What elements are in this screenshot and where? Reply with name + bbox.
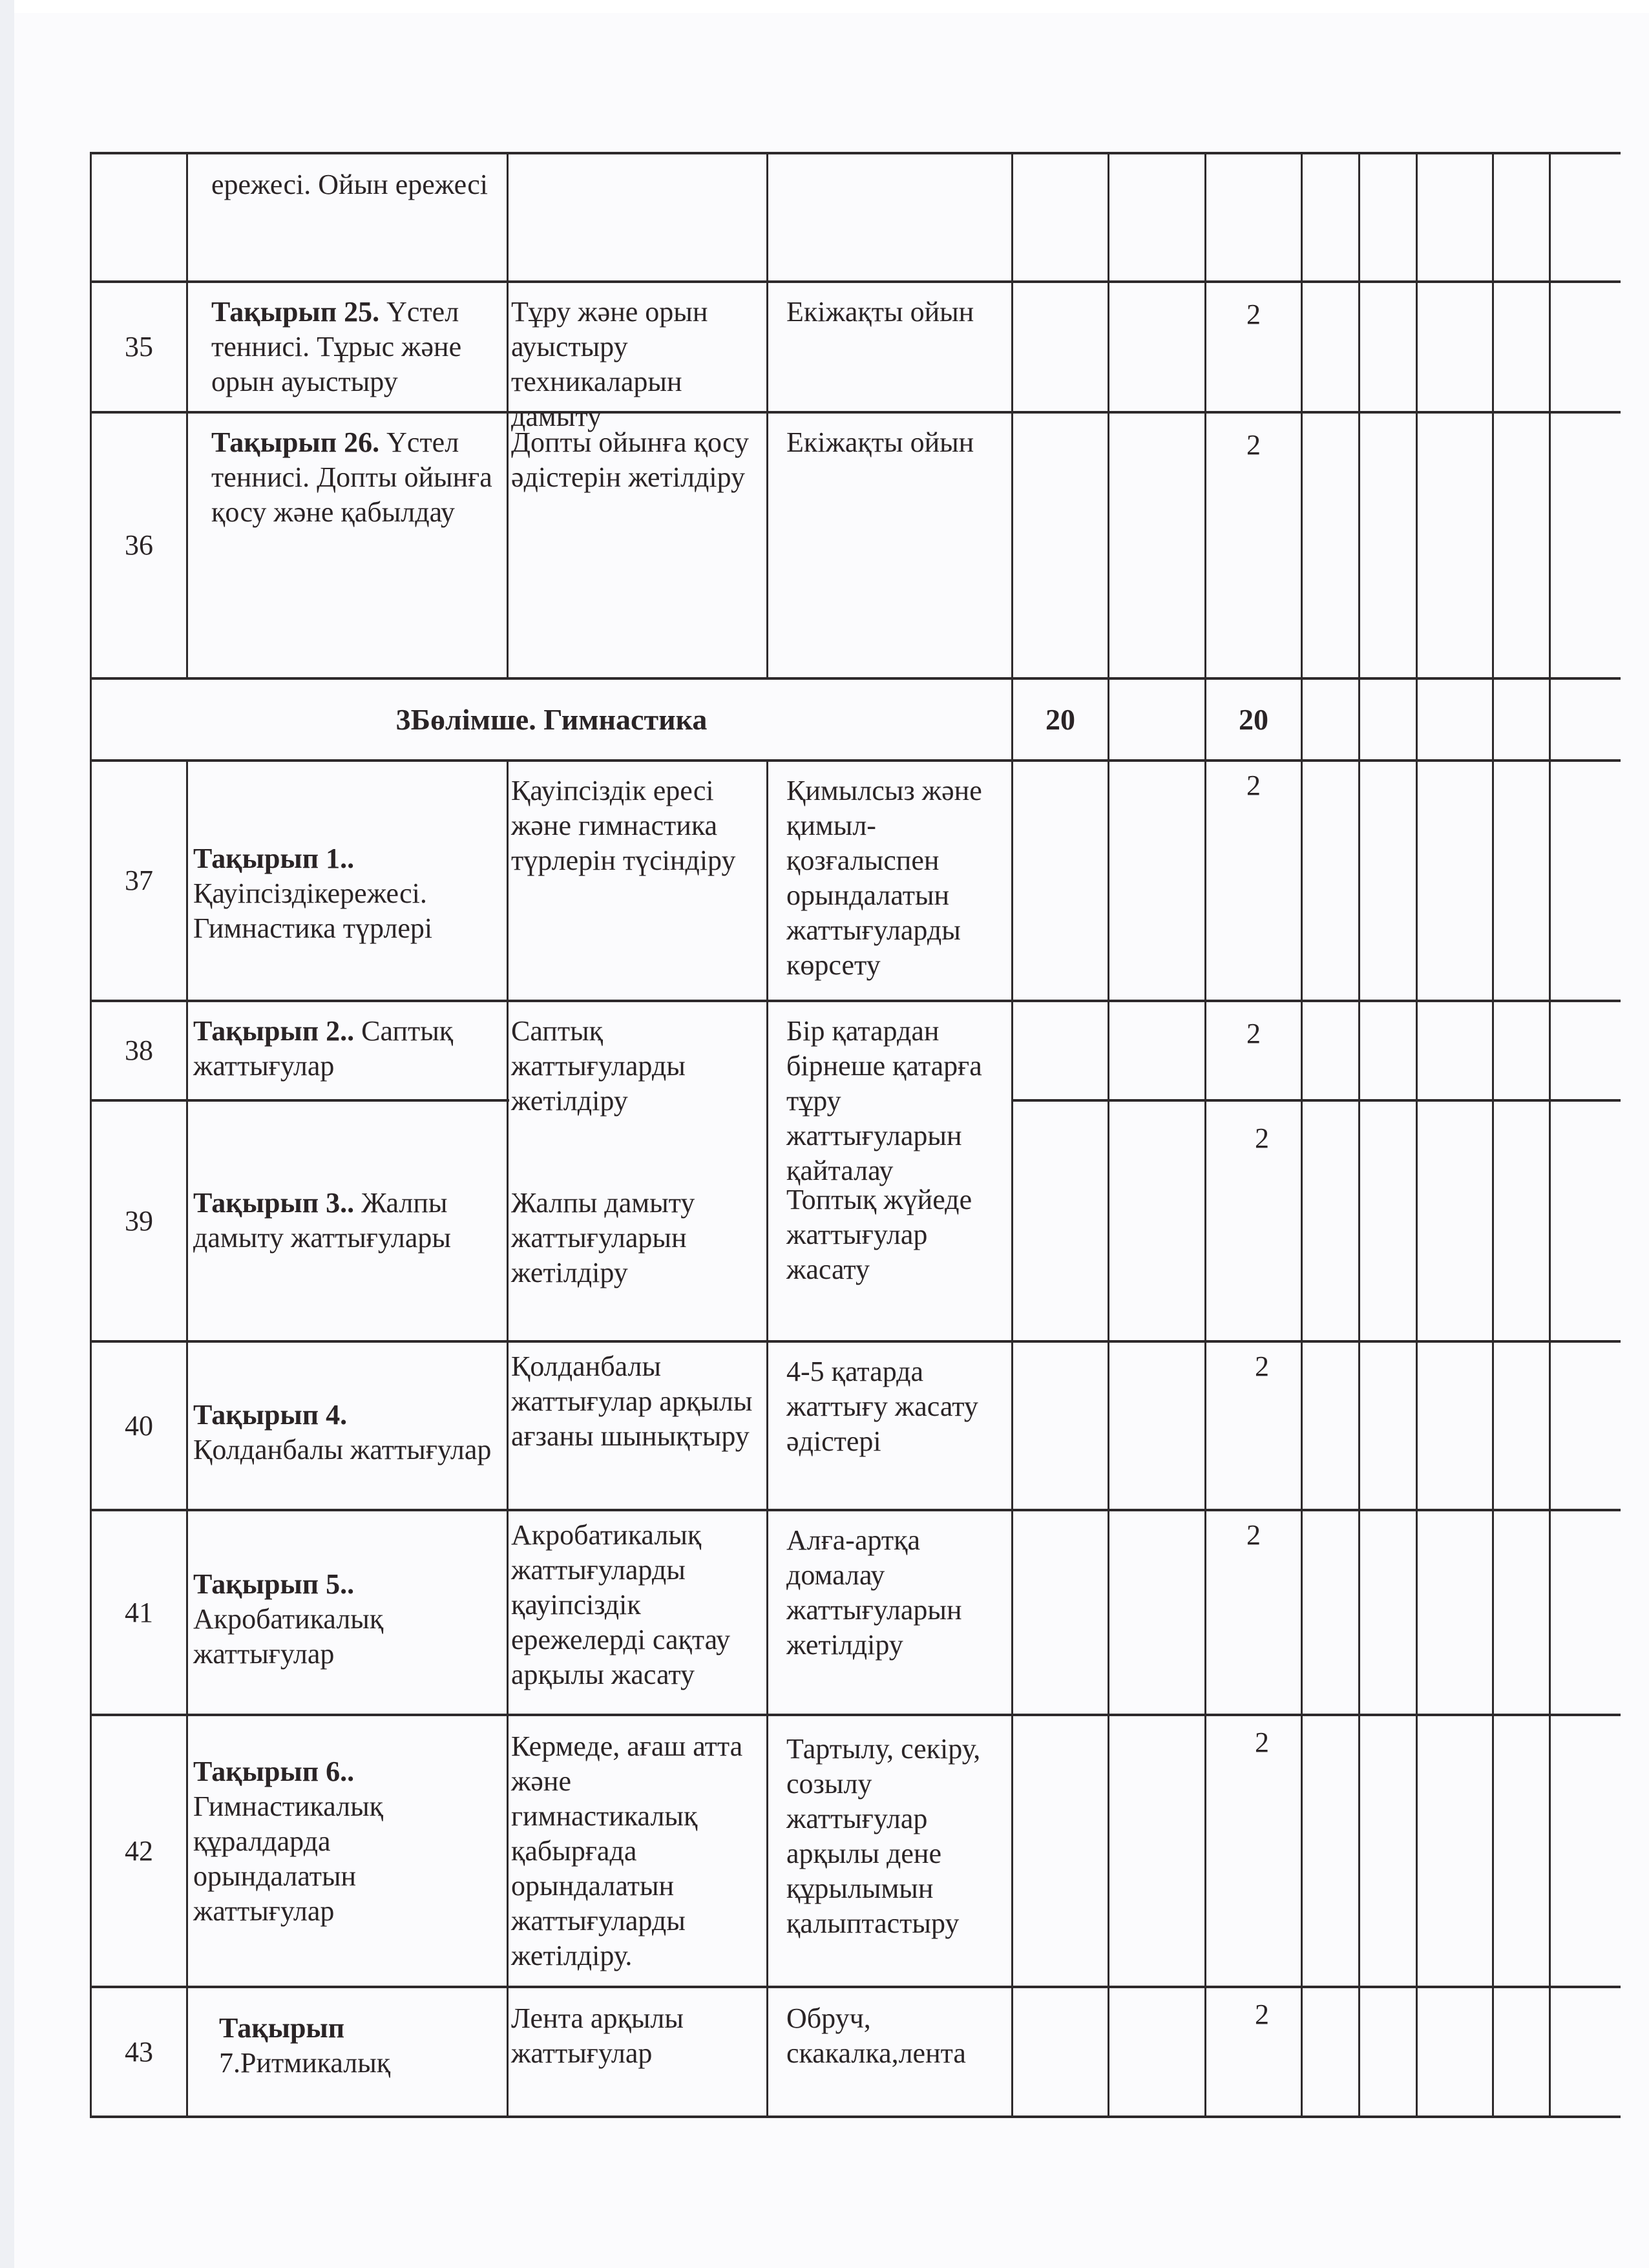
topic-text: Үстел теннисі. Допты ойынға қосу және қабылдау (211, 426, 492, 528)
topic-label: Тақырып 6.. (193, 1755, 355, 1787)
row-number: 35 (125, 331, 153, 362)
hours-cell: 2 (1255, 1727, 1269, 1758)
row-number: 43 (125, 2035, 153, 2068)
method-cell: Екіжақты ойын (786, 296, 974, 328)
topic-label: Тақырып 25. (211, 296, 380, 328)
method-cell: Екіжақты ойын (786, 426, 974, 458)
goal-cell: Қауіпсіздік ересі және гимнастика түрлерін түсіндіру (511, 775, 736, 876)
goal-cell: Қолданбалы жаттығулар арқылы ағзаны шынықтыру (511, 1350, 753, 1452)
hours-cell: 2 (1246, 770, 1261, 801)
row-number: 40 (125, 1409, 153, 1442)
topic-cell (188, 762, 507, 1000)
topic-cell (188, 1511, 507, 1714)
method-cell: Бір қатардан бірнеше қатарға тұру жаттығуларын қайталау (786, 1015, 982, 1186)
topic-text: Саптық жаттығулар (193, 1015, 454, 1082)
method-cell: Обруч, скакалка,лента (786, 2002, 966, 2069)
col-line (1011, 152, 1013, 2118)
section-hours-practice: 20 (1239, 702, 1268, 736)
hours-cell: 2 (1255, 1999, 1269, 2030)
topic-label: Тақырып 5.. (193, 1568, 355, 1600)
hours-cell: 2 (1255, 1122, 1269, 1154)
topic-label: Тақырып 3.. (193, 1187, 355, 1219)
topic-label: Тақырып (219, 2011, 345, 2044)
method-cell: 4-5 қатарда жаттығу жасату әдістері (786, 1356, 978, 1457)
section-hours-total: 20 (1045, 702, 1075, 736)
hours-cell: 2 (1255, 1350, 1269, 1382)
row-line-partial (1012, 1099, 1621, 1102)
method-cell: Топтық жүйеде жаттығулар жасату (786, 1184, 972, 1285)
method-cell: Алға-артқа домалау жаттығуларын жетілдіру (786, 1524, 962, 1661)
topic-cell (188, 1716, 507, 1986)
row-number: 38 (125, 1034, 153, 1066)
goal-cell: Жалпы дамыту жаттығуларын жетілдіру (511, 1187, 695, 1288)
topic-label: Тақырып 2.. (193, 1015, 355, 1047)
topic-cell (188, 1102, 507, 1340)
goal-cell: Тұру және орын ауыстыру техникаларын дамыту (511, 296, 708, 432)
topic-label: Тақырып 1.. (193, 843, 355, 874)
col-line (1492, 152, 1494, 2118)
goal-cell: Кермеде, ағаш атта және гимнастикалық қабырғада орындалатын жаттығуларды жетілдіру. (511, 1730, 743, 1971)
goal-cell: Акробатикалық жаттығуларды қауіпсіздік ережелерді сақтау арқылы жасату (511, 1519, 730, 1690)
topic-cell (188, 1988, 507, 2116)
goal-cell: Допты ойынға қосу әдістерін жетілдіру (511, 426, 750, 493)
topic-text: Жалпы дамыту жаттығулары (193, 1187, 451, 1254)
hours-cell: 2 (1246, 1018, 1261, 1049)
hours-cell: 2 (1246, 299, 1261, 330)
method-cell: Қимылсыз және қимыл-қозғалыспен орындалатын жаттығуларды көрсету (786, 775, 982, 981)
row-number: 41 (125, 1596, 153, 1628)
col-line (1108, 152, 1109, 2118)
goal-cell: Лента арқылы жаттығулар (511, 2002, 684, 2069)
topic-cell (188, 283, 507, 411)
row-number: 39 (125, 1204, 153, 1237)
topic-cell (188, 1002, 507, 1099)
col-line (1549, 152, 1551, 2118)
col-line (1416, 152, 1418, 2118)
method-cell: Тартылу, секіру, созылу жаттығулар арқылы дене құрылымын қалыптастыру (786, 1733, 981, 1939)
topic-cell (188, 1343, 511, 1509)
topic-label: Тақырып 26. (211, 426, 380, 458)
section-title: 3Бөлімше. Гимнастика (395, 702, 708, 736)
hours-cell: 2 (1246, 1519, 1261, 1551)
topic-text: Акробатикалық жаттығулар (193, 1602, 384, 1670)
table-row-continuation-topic (188, 154, 507, 280)
col-line (1358, 152, 1360, 2118)
topic-label: Тақырып 4. (193, 1398, 348, 1431)
row-number: 37 (125, 865, 153, 896)
topic-cell (188, 414, 507, 677)
topic-text: Қолданбалы жаттығулар (193, 1433, 492, 1465)
row-number: 42 (125, 1834, 153, 1867)
topic-text: ережесі. Ойын ережесі (211, 169, 488, 200)
topic-text: 7.Ритмикалық (219, 2046, 391, 2079)
row-number: 36 (125, 529, 153, 561)
topic-text: Үстел теннисі. Тұрыс және орын ауыстыру (211, 296, 462, 397)
topic-text: Қауіпсіздікережесі. Гимнастика түрлері (193, 877, 433, 944)
goal-cell: Саптық жаттығуларды жетілдіру (511, 1015, 686, 1117)
hours-cell: 2 (1246, 429, 1261, 461)
topic-text: Гимнастикалық құралдарда орындалатын жаттығулар (193, 1790, 384, 1927)
row-line (90, 2116, 1621, 2118)
